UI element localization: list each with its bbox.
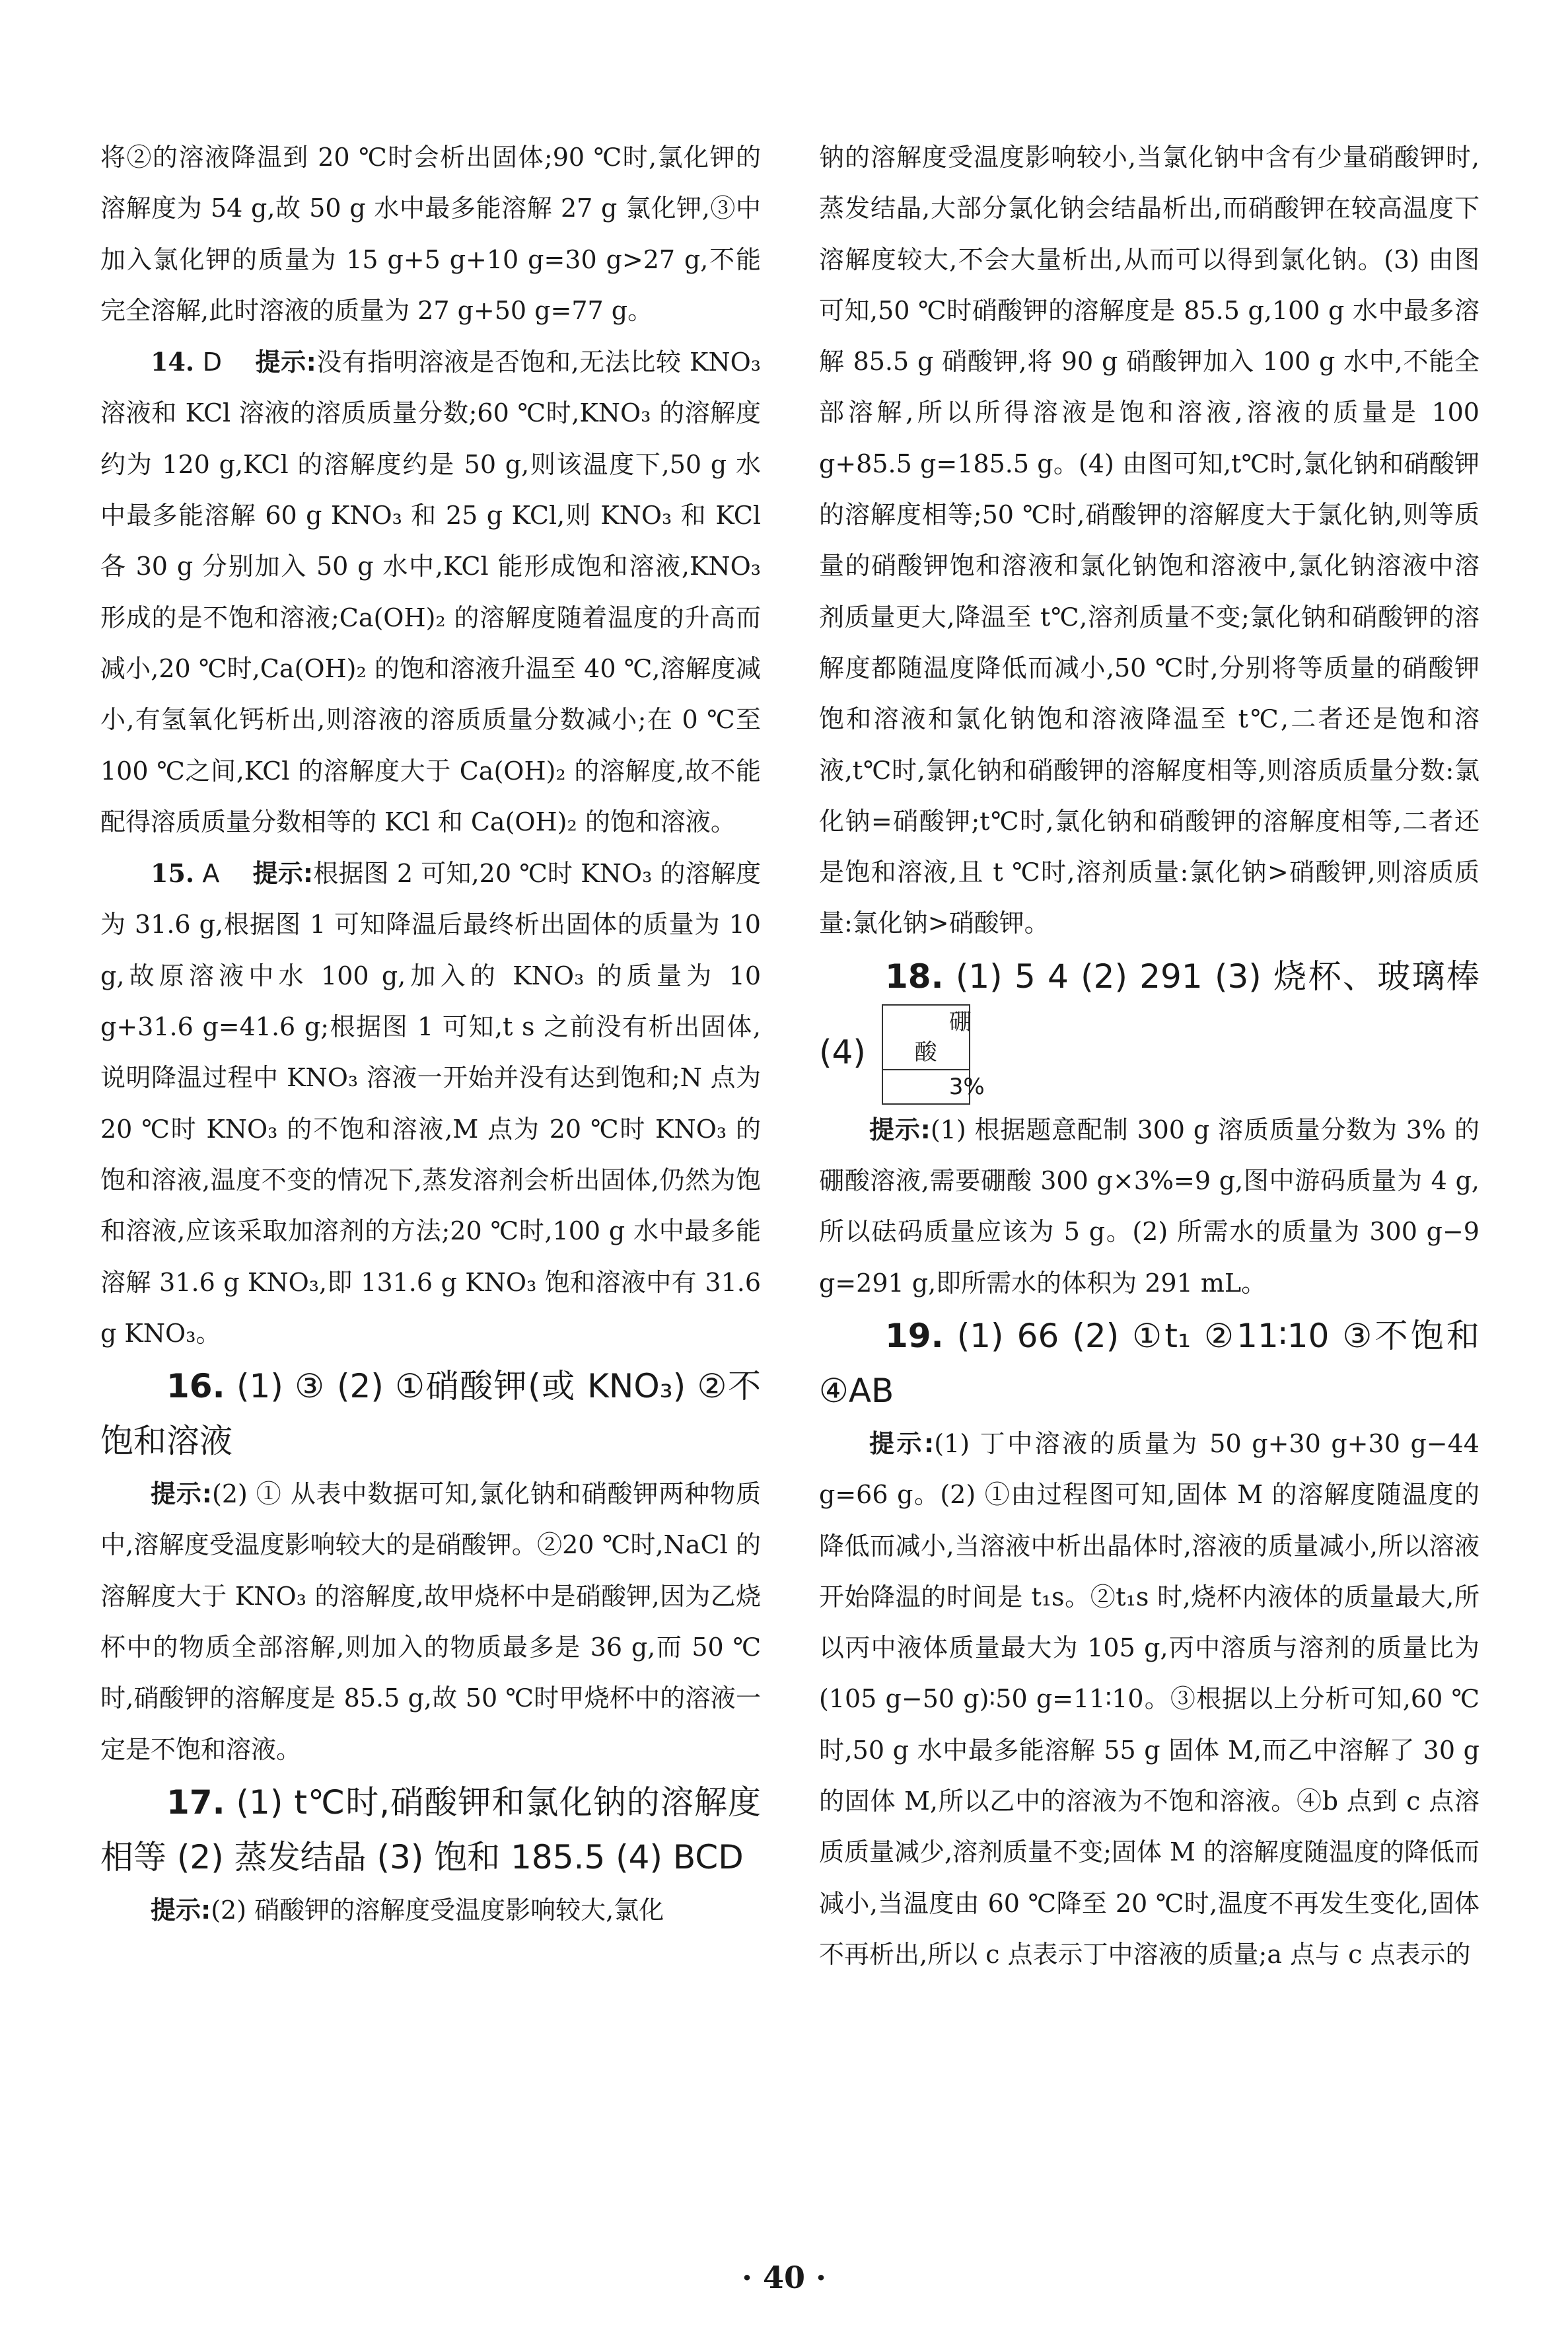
question-15 xyxy=(100,848,761,1359)
question-18-tip-paragraph xyxy=(819,1105,1479,1309)
question-17-tip-label: 提示: xyxy=(151,1895,211,1925)
page-number: · 40 · xyxy=(741,2260,827,2295)
question-18-answer: (1) 5 4 (2) 291 (3) 烧杯、玻璃棒 (4) xyxy=(819,957,1479,1072)
question-16-tip: (2) ① 从表中数据可知,氯化钠和硝酸钾两种物质中,溶解度受温度影响较大的是硝酸钾。②20 ℃时,NaCl 的溶解度大于 KNO₃ 的溶解度,故甲烧杯中是硝酸钾,因为乙烧杯中的物质全部溶解,则加入的物质最多是 36 g,而 50 ℃时,硝酸钾的溶解度是 85.5 g,故 50 ℃时甲烧杯中的溶液一定是不饱和溶液。 xyxy=(100,1479,761,1764)
left-column xyxy=(100,132,761,1936)
question-14-tip: 没有指明溶液是否饱和,无法比较 KNO₃ 溶液和 KCl 溶液的溶质质量分数;60 ℃时,KNO₃ 的溶解度约为 120 g,KCl 的溶解度约是 50 g,则该温度下,50 g 水中最多能溶解 60 g KNO₃ 和 25 g KCl,则 KNO₃ 和 KCl 各 30 g 分别加入 50 g 水中,KCl 能形成饱和溶液,KNO₃ 形成的是不饱和溶液;Ca(OH)₂ 的溶解度随着温度的升高而减小,20 ℃时,Ca(OH)₂ 的饱和溶液升温至 40 ℃,溶解度减小,有氢氧化钙析出,则溶液的溶质质量分数减小;在 0 ℃至 100 ℃之间,KCl 的溶解度大于 Ca(OH)₂ 的溶解度,故不能配得溶质质量分数相等的 KCl 和 Ca(OH)₂ 的饱和溶液。 xyxy=(100,348,761,836)
reagent-label-concentration: 3% xyxy=(948,1073,985,1100)
question-15-answer: A xyxy=(202,859,220,889)
reagent-label-name: 硼酸 xyxy=(883,1006,969,1070)
question-17-tip-paragraph xyxy=(100,1885,761,1936)
question-18-answer-line xyxy=(819,949,1479,1105)
question-16-number: 16. xyxy=(166,1367,225,1406)
question-16-tip-label: 提示: xyxy=(151,1479,212,1509)
question-14-number: 14. xyxy=(151,347,195,377)
paragraph-intro: 将②的溶液降温到 20 ℃时会析出固体;90 ℃时,氯化钾的溶解度为 54 g,故 50 g 水中最多能溶解 27 g 氯化钾,③中加入氯化钾的质量为 15 g+5 g+10 g=30 g>27 g,不能完全溶解,此时溶液的质量为 27 g+50 g=77 g。 xyxy=(100,143,761,325)
question-15-tip: 根据图 2 可知,20 ℃时 KNO₃ 的溶解度为 31.6 g,根据图 1 可知降温后最终析出固体的质量为 10 g,故原溶液中水 100 g,加入的 KNO₃ 的质量为 10 g+31.6 g=41.6 g;根据图 1 可知,t s 之前没有析出固体,说明降温过程中 KNO₃ 溶液一开始并没有达到饱和;N 点为 20 ℃时 KNO₃ 的不饱和溶液,M 点为 20 ℃时 KNO₃ 的饱和溶液,温度不变的情况下,蒸发溶剂会析出固体,仍然为饱和溶液,应该采取加溶剂的方法;20 ℃时,100 g 水中最多能溶解 31.6 g KNO₃,即 131.6 g KNO₃ 饱和溶液中有 31.6 g KNO₃。 xyxy=(100,859,761,1348)
question-19-answer-line xyxy=(819,1309,1479,1419)
question-17-number: 17. xyxy=(166,1783,225,1822)
question-19-tip-label: 提示: xyxy=(869,1428,935,1458)
question-16-answer-line xyxy=(100,1359,761,1469)
question-14 xyxy=(100,336,761,848)
question-19-number: 19. xyxy=(885,1316,944,1355)
question-14-answer: D xyxy=(202,348,222,377)
question-18-tip-label: 提示: xyxy=(869,1115,931,1144)
question-17-answer: (1) t℃时,硝酸钾和氯化钠的溶解度相等 (2) 蒸发结晶 (3) 饱和 185.5 (4) BCD xyxy=(100,1783,761,1876)
question-18-number: 18. xyxy=(885,957,944,996)
question-14-tip-label: 提示: xyxy=(255,348,316,377)
question-16-answer: (1) ③ (2) ①硝酸钾(或 KNO₃) ②不饱和溶液 xyxy=(100,1367,761,1461)
question-15-tip-label: 提示: xyxy=(252,859,314,889)
question-19-tip: (1) 丁中溶液的质量为 50 g+30 g+30 g−44 g=66 g。(2) ①由过程图可知,固体 M 的溶解度随温度的降低而减小,当溶液中析出晶体时,溶液的质量减小,所以溶液开始降温的时间是 t₁s。②t₁s 时,烧杯内液体的质量最大,所以丙中液体质量最大为 105 g,丙中溶质与溶剂的质量比为 (105 g−50 g)∶50 g=11∶10。③根据以上分析可知,60 ℃时,50 g 水中最多能溶解 55 g 固体 M,而乙中溶解了 30 g 的固体 M,所以乙中的溶液为不饱和溶液。④b 点到 c 点溶质质量减少,溶剂质量不变;固体 M 的溶解度随温度的降低而减小,当温度由 60 ℃降至 20 ℃时,温度不再发生变化,固体不再析出,所以 c 点表示丁中溶液的质量;a 点与 c 点表示的 xyxy=(819,1428,1479,1969)
question-16-tip-paragraph xyxy=(100,1469,761,1775)
paragraph-continued: 钠的溶解度受温度影响较小,当氯化钠中含有少量硝酸钾时,蒸发结晶,大部分氯化钠会结晶析出,而硝酸钾在较高温度下溶解度较大,不会大量析出,从而可以得到氯化钠。(3) 由图可知,50 ℃时硝酸钾的溶解度是 85.5 g,100 g 水中最多溶解 85.5 g 硝酸钾,将 90 g 硝酸钾加入 100 g 水中,不能全部溶解,所以所得溶液是饱和溶液,溶液的质量是 100 g+85.5 g=185.5 g。(4) 由图可知,t℃时,氯化钠和硝酸钾的溶解度相等;50 ℃时,硝酸钾的溶解度大于氯化钠,则等质量的硝酸钾饱和溶液和氯化钠饱和溶液中,氯化钠溶液中溶剂质量更大,降温至 t℃,溶剂质量不变;氯化钠和硝酸钾的溶解度都随温度降低而减小,50 ℃时,分别将等质量的硝酸钾饱和溶液和氯化钠饱和溶液降温至 t℃,二者还是饱和溶液,t℃时,氯化钠和硝酸钾的溶解度相等,则溶质质量分数:氯化钠=硝酸钾;t℃时,氯化钠和硝酸钾的溶解度相等,二者还是饱和溶液,且 t ℃时,溶剂质量:氯化钠>硝酸钾,则溶质质量:氯化钠>硝酸钾。 xyxy=(819,143,1479,938)
question-15-number: 15. xyxy=(151,858,195,889)
question-17-tip: (2) 硝酸钾的溶解度受温度影响较大,氯化 xyxy=(211,1895,664,1925)
question-19-tip-paragraph xyxy=(819,1419,1479,1980)
question-18-tip: (1) 根据题意配制 300 g 溶质质量分数为 3% 的硼酸溶液,需要硼酸 300 g×3%=9 g,图中游码质量为 4 g,所以砝码质量应该为 5 g。(2) 所需水的质量为 300 g−9 g=291 g,即所需水的体积为 291 mL。 xyxy=(819,1115,1479,1298)
right-column xyxy=(819,132,1479,1980)
reagent-label-box xyxy=(882,1004,985,1105)
question-19-answer: (1) 66 (2) ①t₁ ②11∶10 ③不饱和 ④AB xyxy=(819,1316,1479,1410)
question-17-answer-line xyxy=(100,1775,761,1885)
